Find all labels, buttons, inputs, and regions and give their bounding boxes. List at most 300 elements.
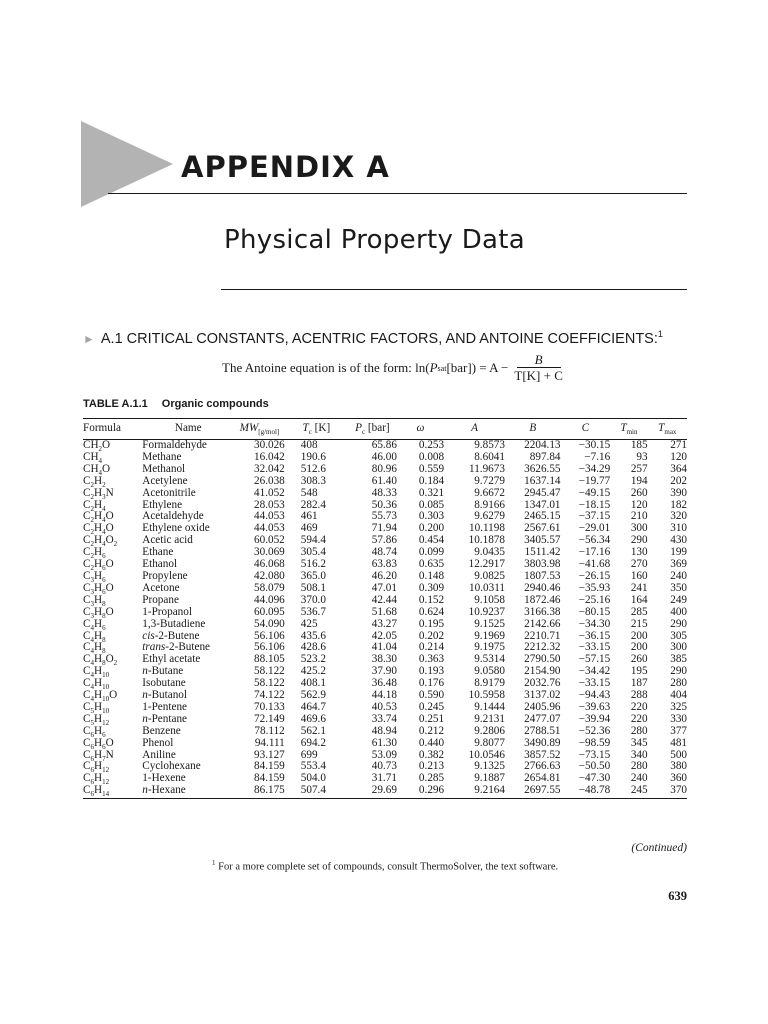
formula-cell: $C_5H_{12}$ bbox=[83, 712, 110, 728]
a-cell: 9.2131 bbox=[474, 712, 505, 725]
tc-cell: 508.1 bbox=[300, 581, 326, 594]
omega-cell: 0.624 bbox=[418, 605, 445, 618]
omega-cell: 0.008 bbox=[418, 450, 445, 463]
omega-cell: 0.195 bbox=[418, 617, 445, 630]
a-cell: 9.0435 bbox=[474, 546, 505, 559]
omega-cell: 0.213 bbox=[418, 760, 445, 773]
name-cell: 1-Propanol bbox=[142, 605, 192, 618]
formula-cell: $C_2H_2$ bbox=[83, 474, 106, 489]
omega-cell: 0.148 bbox=[418, 569, 445, 582]
omega-cell: 0.440 bbox=[418, 736, 445, 749]
tc-cell: 435.6 bbox=[300, 629, 326, 642]
pc-cell: 63.83 bbox=[371, 558, 397, 571]
header-tc bbox=[285, 419, 348, 440]
a-cell: 8.6041 bbox=[474, 450, 505, 463]
omega-cell: 0.296 bbox=[397, 785, 444, 798]
tmax-cell: 290 bbox=[670, 665, 687, 678]
tmin-cell: 215 bbox=[630, 617, 648, 630]
tc-cell: 308.3 bbox=[300, 474, 326, 487]
table-row bbox=[83, 583, 687, 595]
pc-cell: 46.00 bbox=[371, 450, 397, 463]
tmin-cell: 300 bbox=[630, 522, 648, 535]
mw-cell: 42.080 bbox=[254, 569, 285, 582]
tmin-cell: 288 bbox=[630, 689, 648, 702]
tmin-cell: 270 bbox=[630, 558, 648, 571]
a-cell: 10.0311 bbox=[469, 581, 505, 594]
tmin-cell: 240 bbox=[630, 772, 648, 785]
omega-cell: 0.214 bbox=[418, 641, 445, 654]
b-cell: 2790.50 bbox=[524, 653, 561, 666]
tmax-cell: 370 bbox=[648, 785, 687, 798]
a-cell: 9.8077 bbox=[474, 736, 505, 749]
name-cell: 1-Hexene bbox=[142, 772, 186, 785]
header-a-text: A bbox=[471, 422, 478, 435]
footnote bbox=[212, 859, 558, 873]
pc-cell: 36.48 bbox=[371, 677, 397, 690]
formula-cell: $C_6H_6O$ bbox=[83, 736, 114, 751]
name-cell: Benzene bbox=[142, 724, 181, 737]
c-cell: −41.68 bbox=[578, 558, 611, 571]
name-cell: Propylene bbox=[142, 569, 188, 582]
tmin-cell: 194 bbox=[630, 474, 648, 487]
name-cell: 1-Pentene bbox=[142, 700, 187, 713]
a-cell: 9.2806 bbox=[474, 724, 505, 737]
name-cell: Methanol bbox=[142, 462, 186, 475]
a-cell: 9.7279 bbox=[474, 474, 505, 487]
tc-cell: 425 bbox=[300, 617, 318, 630]
name-cell: Acetic acid bbox=[142, 534, 193, 547]
formula-cell: $C_2H_4O$ bbox=[83, 522, 114, 537]
mw-cell: 30.026 bbox=[254, 439, 285, 451]
tmin-cell: 241 bbox=[630, 581, 648, 594]
pc-cell: 42.05 bbox=[371, 629, 397, 642]
pc-cell: 65.86 bbox=[371, 439, 397, 451]
pc-cell: 48.33 bbox=[371, 486, 397, 499]
mw-cell: 30.069 bbox=[254, 546, 285, 559]
tc-cell: 548 bbox=[300, 486, 318, 499]
mw-cell: 86.175 bbox=[234, 785, 285, 798]
tmin-cell: 93 bbox=[636, 450, 648, 463]
tmax-cell: 400 bbox=[670, 605, 687, 618]
b-cell: 2766.63 bbox=[524, 760, 561, 773]
tmax-cell: 360 bbox=[670, 772, 687, 785]
antoine-sat: sat bbox=[437, 363, 447, 373]
a-cell: 9.1525 bbox=[474, 617, 505, 630]
pc-cell: 38.30 bbox=[371, 653, 397, 666]
tmin-cell: 220 bbox=[630, 700, 648, 713]
tc-cell: 699 bbox=[300, 748, 318, 761]
table-row bbox=[83, 607, 687, 619]
table-row bbox=[83, 488, 687, 500]
tmin-cell: 164 bbox=[630, 593, 648, 606]
table-header-row bbox=[83, 419, 687, 440]
antoine-numerator: B bbox=[517, 353, 561, 368]
pc-cell: 48.94 bbox=[371, 724, 397, 737]
b-cell: 2788.51 bbox=[524, 724, 561, 737]
name-cell: Acetylene bbox=[142, 474, 188, 487]
a-cell: 10.9237 bbox=[468, 605, 505, 618]
c-cell: −80.15 bbox=[578, 605, 611, 618]
b-cell: 2142.66 bbox=[524, 617, 561, 630]
formula-cell: $CH_4$ bbox=[83, 450, 103, 466]
antoine-denominator: T[K] + C bbox=[514, 368, 563, 383]
mw-cell: 32.042 bbox=[254, 462, 285, 475]
tmax-cell: 199 bbox=[670, 546, 687, 559]
tmax-cell: 390 bbox=[670, 486, 687, 499]
tmax-cell: 310 bbox=[670, 522, 687, 535]
formula-cell: $C_4H_{10}$ bbox=[83, 665, 110, 680]
name-cell: cis-2-Butene bbox=[142, 629, 200, 642]
chapter-title: Physical Property Data bbox=[224, 225, 525, 255]
mw-cell: 88.105 bbox=[254, 653, 285, 666]
pc-cell: 71.94 bbox=[371, 522, 397, 535]
c-cell: −35.93 bbox=[578, 581, 611, 594]
a-cell: 10.0546 bbox=[468, 748, 505, 761]
c-cell: −48.78 bbox=[561, 785, 611, 798]
omega-cell: 0.152 bbox=[418, 593, 445, 606]
tmax-cell: 280 bbox=[670, 677, 687, 690]
tc-cell: 694.2 bbox=[300, 736, 326, 749]
name-cell: n-Butane bbox=[142, 665, 184, 678]
mw-cell: 78.112 bbox=[254, 724, 285, 737]
pc-cell: 51.68 bbox=[371, 605, 397, 618]
formula-cell: $C_6H_{12}$ bbox=[83, 760, 110, 775]
tc-cell: 536.7 bbox=[300, 605, 326, 618]
tc-cell: 507.4 bbox=[285, 785, 348, 798]
mw-cell: 46.068 bbox=[254, 558, 285, 571]
header-pc-text: P bbox=[355, 422, 363, 435]
tmax-cell: 240 bbox=[670, 569, 687, 582]
tmax-cell: 271 bbox=[670, 439, 687, 451]
formula-cell: $C_2H_4O$ bbox=[83, 510, 114, 525]
tmin-cell: 345 bbox=[630, 736, 648, 749]
a-cell: 9.0580 bbox=[474, 665, 505, 678]
tc-cell: 469.6 bbox=[300, 712, 326, 725]
table-number: TABLE A.1.1 bbox=[83, 398, 148, 410]
mw-cell: 72.149 bbox=[254, 712, 285, 725]
pc-cell: 80.96 bbox=[371, 462, 397, 475]
formula-cell: $C_2H_3N$ bbox=[83, 486, 114, 501]
tc-cell: 562.1 bbox=[300, 724, 326, 737]
c-cell: −57.15 bbox=[578, 653, 611, 666]
tmin-cell: 120 bbox=[630, 498, 648, 511]
footnote-ref: 1 bbox=[657, 329, 663, 339]
omega-cell: 0.454 bbox=[418, 534, 445, 547]
header-a bbox=[444, 419, 505, 440]
b-cell: 2940.46 bbox=[524, 581, 561, 594]
section-heading bbox=[83, 329, 663, 347]
tmin-cell: 160 bbox=[630, 569, 648, 582]
header-tc-unit: [K] bbox=[311, 422, 331, 435]
mw-cell: 84.159 bbox=[254, 760, 285, 773]
a-cell: 9.1887 bbox=[474, 772, 505, 785]
mw-cell: 56.106 bbox=[254, 641, 285, 654]
header-name: Name bbox=[174, 422, 202, 435]
formula-cell: $C_6H_{14}$ bbox=[83, 785, 142, 798]
omega-cell: 0.212 bbox=[418, 724, 445, 737]
tmin-cell: 280 bbox=[630, 760, 648, 773]
pc-cell: 47.01 bbox=[371, 581, 397, 594]
b-cell: 3405.57 bbox=[524, 534, 561, 547]
formula-cell: $C_3H_6O$ bbox=[83, 581, 114, 597]
pc-cell: 61.30 bbox=[371, 736, 397, 749]
mw-cell: 44.053 bbox=[254, 510, 285, 523]
omega-cell: 0.303 bbox=[418, 510, 445, 523]
name-cell: n-Pentane bbox=[142, 712, 187, 725]
mw-cell: 26.038 bbox=[254, 474, 285, 487]
a-cell: 9.1969 bbox=[474, 629, 505, 642]
tc-cell: 305.4 bbox=[300, 546, 326, 559]
tc-cell: 282.4 bbox=[300, 498, 326, 511]
tmax-cell: 182 bbox=[670, 498, 687, 511]
a-cell: 9.1058 bbox=[474, 593, 505, 606]
header-pc-sub: c bbox=[362, 428, 366, 437]
b-cell: 1637.14 bbox=[524, 474, 561, 487]
name-cell: Ethanol bbox=[142, 558, 178, 571]
formula-cell: $C_3H_8O$ bbox=[83, 605, 114, 620]
tmax-cell: 120 bbox=[670, 450, 687, 463]
pc-cell: 33.74 bbox=[371, 712, 397, 725]
tc-cell: 408.1 bbox=[300, 677, 326, 690]
pc-cell: 53.09 bbox=[371, 748, 397, 761]
tmin-cell: 130 bbox=[630, 546, 648, 559]
name-cell: Acetonitrile bbox=[142, 486, 196, 499]
formula-cell: $C_5H_{10}$ bbox=[83, 700, 110, 716]
pc-cell: 61.40 bbox=[371, 474, 397, 487]
header-tmax-text: T bbox=[658, 422, 665, 435]
tmin-cell: 285 bbox=[630, 605, 648, 618]
pc-cell: 43.27 bbox=[371, 617, 397, 630]
header-tmax-sub: max bbox=[664, 428, 677, 437]
a-cell: 10.5958 bbox=[468, 689, 505, 702]
mw-cell: 58.122 bbox=[254, 677, 285, 690]
c-cell: −7.16 bbox=[584, 450, 611, 463]
tmax-cell: 320 bbox=[670, 510, 687, 523]
tc-cell: 594.4 bbox=[300, 534, 326, 547]
a-cell: 11.9673 bbox=[469, 462, 505, 475]
chapter-triangle-marker bbox=[81, 121, 173, 207]
tc-cell: 190.6 bbox=[300, 450, 326, 463]
omega-cell: 0.285 bbox=[418, 772, 445, 785]
table-row bbox=[83, 476, 687, 488]
tmax-cell: 481 bbox=[670, 736, 687, 749]
c-cell: −19.77 bbox=[578, 474, 611, 487]
name-cell: n-Butanol bbox=[142, 689, 188, 702]
header-tmax bbox=[648, 419, 687, 440]
pc-cell: 40.73 bbox=[371, 760, 397, 773]
tmax-cell: 500 bbox=[670, 748, 687, 761]
continued-note: (Continued) bbox=[631, 842, 687, 854]
formula-cell: $CH_4O$ bbox=[83, 462, 111, 478]
tc-cell: 464.7 bbox=[300, 700, 326, 713]
tmin-cell: 200 bbox=[630, 629, 648, 642]
table-row bbox=[83, 738, 687, 750]
table-row bbox=[83, 714, 687, 726]
b-cell: 2697.55 bbox=[505, 785, 561, 798]
pc-cell: 42.44 bbox=[371, 593, 397, 606]
pc-cell: 37.90 bbox=[371, 665, 397, 678]
formula-cell: $C_4H_{10}$ bbox=[83, 677, 110, 692]
formula-cell: $C_6H_6$ bbox=[83, 724, 106, 739]
b-cell: 3166.38 bbox=[524, 605, 561, 618]
tc-cell: 523.2 bbox=[300, 653, 326, 666]
header-tmin bbox=[610, 419, 647, 440]
tmin-cell: 260 bbox=[630, 486, 648, 499]
section-arrow-icon: ► bbox=[83, 331, 95, 346]
a-cell: 9.1444 bbox=[474, 700, 505, 713]
footnote-marker: 1 bbox=[212, 859, 216, 867]
section-title: A.1 CRITICAL CONSTANTS, ACENTRIC FACTORS, AND ANTOINE COEFFICIENTS: bbox=[100, 330, 658, 347]
c-cell: −47.30 bbox=[578, 772, 611, 785]
pc-cell: 57.86 bbox=[371, 534, 397, 547]
mw-cell: 44.053 bbox=[254, 522, 285, 535]
tmin-cell: 280 bbox=[630, 724, 648, 737]
formula-cell: $C_2H_4$ bbox=[83, 498, 106, 513]
a-cell: 10.1198 bbox=[469, 522, 505, 535]
b-cell: 3626.55 bbox=[524, 462, 561, 475]
tmin-cell: 290 bbox=[630, 534, 648, 547]
table-row bbox=[83, 595, 687, 607]
formula-cell: $C_4H_{10}O$ bbox=[83, 689, 118, 704]
formula-cell: $C_4H_8$ bbox=[83, 641, 106, 656]
tc-cell: 562.9 bbox=[300, 689, 326, 702]
mw-cell: 70.133 bbox=[254, 700, 285, 713]
table-row bbox=[83, 619, 687, 631]
omega-cell: 0.085 bbox=[418, 498, 445, 511]
b-cell: 1872.46 bbox=[524, 593, 561, 606]
c-cell: −25.16 bbox=[578, 593, 611, 606]
tmax-cell: 202 bbox=[670, 474, 687, 487]
b-cell: 2204.13 bbox=[524, 439, 561, 451]
tmax-cell: 385 bbox=[670, 653, 687, 666]
b-cell: 3857.52 bbox=[524, 748, 561, 761]
b-cell: 2477.07 bbox=[524, 712, 561, 725]
tmax-cell: 369 bbox=[670, 558, 687, 571]
name-cell: Formaldehyde bbox=[142, 439, 207, 451]
tmin-cell: 245 bbox=[610, 785, 647, 798]
tmin-cell: 340 bbox=[630, 748, 648, 761]
header-tc-text: T bbox=[302, 422, 309, 435]
b-cell: 2154.90 bbox=[524, 665, 561, 678]
mw-cell: 44.096 bbox=[254, 593, 285, 606]
b-cell: 2945.47 bbox=[524, 486, 561, 499]
b-cell: 3137.02 bbox=[524, 689, 561, 702]
tmin-cell: 257 bbox=[630, 462, 648, 475]
appendix-title: APPENDIX A bbox=[181, 150, 390, 184]
tmin-cell: 187 bbox=[630, 677, 648, 690]
a-cell: 9.6279 bbox=[474, 510, 505, 523]
a-cell: 9.1975 bbox=[474, 641, 505, 654]
mw-cell: 16.042 bbox=[254, 450, 285, 463]
name-cell: Acetaldehyde bbox=[142, 510, 204, 523]
formula-cell: $C_4H_6$ bbox=[83, 617, 106, 632]
b-cell: 2405.96 bbox=[524, 700, 561, 713]
b-cell: 2032.76 bbox=[524, 677, 561, 690]
c-cell: −34.30 bbox=[578, 617, 611, 630]
b-cell: 2567.61 bbox=[524, 522, 561, 535]
mw-cell: 60.095 bbox=[254, 605, 285, 618]
c-cell: −18.15 bbox=[578, 498, 611, 511]
a-cell: 8.9179 bbox=[474, 677, 505, 690]
header-omega bbox=[397, 419, 444, 440]
header-tmin-text: T bbox=[620, 422, 627, 435]
mw-cell: 60.052 bbox=[254, 534, 285, 547]
mw-cell: 56.106 bbox=[254, 629, 285, 642]
mw-cell: 41.052 bbox=[254, 486, 285, 499]
tmin-cell: 220 bbox=[630, 712, 648, 725]
omega-cell: 0.202 bbox=[418, 629, 445, 642]
tmax-cell: 430 bbox=[670, 534, 687, 547]
omega-cell: 0.321 bbox=[418, 486, 445, 499]
header-mw-unit: [g/mol] bbox=[258, 428, 280, 437]
c-cell: −34.29 bbox=[578, 462, 611, 475]
mw-cell: 58.079 bbox=[254, 581, 285, 594]
tc-cell: 408 bbox=[300, 439, 318, 451]
tmax-cell: 380 bbox=[670, 760, 687, 773]
footnote-text: For a more complete set of compounds, consult ThermoSolver, the text software. bbox=[215, 861, 559, 873]
pc-cell: 48.74 bbox=[371, 546, 397, 559]
mw-cell: 58.122 bbox=[254, 665, 285, 678]
header-mw-text: MW bbox=[239, 422, 259, 435]
b-cell: 3490.89 bbox=[524, 736, 561, 749]
b-cell: 2465.15 bbox=[524, 510, 561, 523]
formula-cell: $C_2H_6$ bbox=[83, 546, 106, 561]
property-table bbox=[83, 418, 687, 799]
formula-cell: $C_4H_8O_2$ bbox=[83, 653, 118, 668]
name-cell: 1,3-Butadiene bbox=[142, 617, 206, 630]
pc-cell: 29.69 bbox=[348, 785, 397, 798]
formula-cell: $C_2H_4O_2$ bbox=[83, 534, 118, 549]
tc-cell: 516.2 bbox=[300, 558, 326, 571]
tmin-cell: 210 bbox=[630, 510, 648, 523]
antoine-lead: The Antoine equation is of the form: ln( bbox=[222, 360, 430, 375]
tmin-cell: 195 bbox=[630, 665, 648, 678]
c-cell: −73.15 bbox=[578, 748, 611, 761]
pc-cell: 46.20 bbox=[371, 569, 397, 582]
a-cell: 9.2164 bbox=[444, 785, 505, 798]
c-cell: −39.94 bbox=[578, 712, 611, 725]
c-cell: −94.43 bbox=[578, 689, 611, 702]
a-cell: 9.6672 bbox=[474, 486, 505, 499]
header-pc bbox=[348, 419, 397, 440]
table-row bbox=[83, 785, 687, 798]
omega-cell: 0.099 bbox=[418, 546, 445, 559]
tc-cell: 469 bbox=[300, 522, 318, 535]
tmax-cell: 377 bbox=[670, 724, 687, 737]
header-c bbox=[561, 419, 611, 440]
mw-cell: 94.111 bbox=[254, 736, 285, 749]
tmax-cell: 330 bbox=[670, 712, 687, 725]
omega-cell: 0.253 bbox=[418, 439, 445, 451]
tmax-cell: 305 bbox=[670, 629, 687, 642]
a-cell: 10.1878 bbox=[468, 534, 505, 547]
table-row bbox=[83, 726, 687, 738]
header-tmin-sub: min bbox=[626, 428, 638, 437]
omega-cell: 0.251 bbox=[418, 712, 445, 725]
name-cell: Ethylene oxide bbox=[142, 522, 210, 535]
tmax-cell: 364 bbox=[670, 462, 687, 475]
name-cell: Methane bbox=[142, 450, 182, 463]
c-cell: −33.15 bbox=[578, 641, 611, 654]
name-cell: Cyclohexane bbox=[142, 760, 201, 773]
formula-cell: $C_4H_8$ bbox=[83, 629, 106, 644]
table-row bbox=[83, 464, 687, 476]
a-cell: 9.0825 bbox=[474, 569, 505, 582]
name-cell: Ethyl acetate bbox=[142, 653, 201, 666]
omega-cell: 0.382 bbox=[418, 748, 445, 761]
table-label bbox=[83, 398, 269, 410]
table-caption: Organic compounds bbox=[161, 398, 269, 410]
